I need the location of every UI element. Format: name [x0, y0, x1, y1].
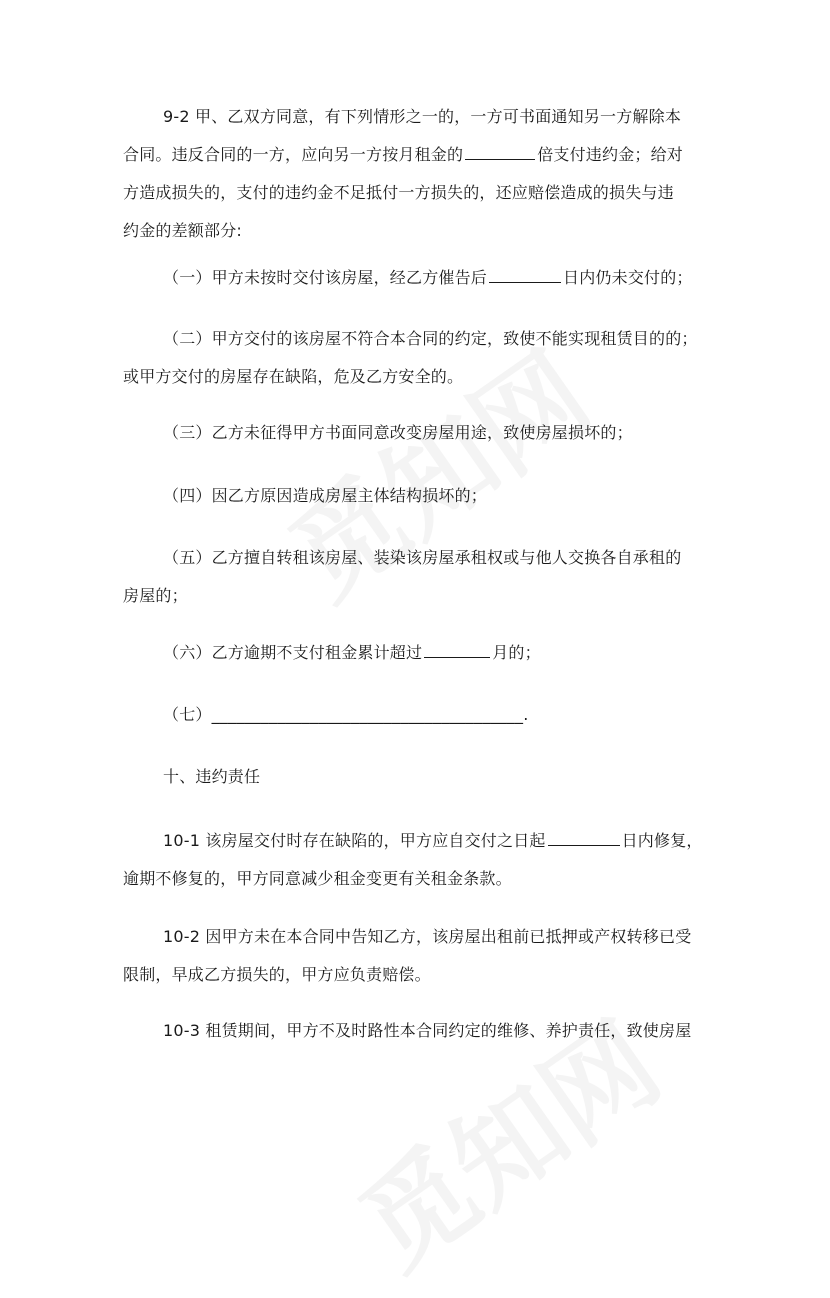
fill-in-blank	[489, 266, 561, 283]
section-heading-10	[123, 758, 713, 796]
text-segment: 日内仍未交付的；	[563, 268, 693, 287]
text-line: 方造成损失的，支付的违约金不足抵付一方损失的，还应赔偿造成的损失与违	[123, 183, 674, 202]
clause-item-4	[123, 477, 713, 515]
text-segment: （六）乙方逾期不支付租金累计超过	[163, 643, 423, 662]
text-line: 约金的差额部分:	[123, 221, 242, 240]
clause-item-2	[123, 320, 713, 396]
text-segment: 合同。违反合同的一方，应向另一方按月租金的	[123, 145, 464, 164]
paragraph-9-2	[123, 98, 713, 250]
fill-in-blank	[424, 641, 490, 658]
clause-item-5	[123, 539, 713, 615]
text-line: 或甲方交付的房屋存在缺陷，危及乙方安全的。	[123, 367, 464, 386]
paragraph-10-1	[123, 822, 713, 898]
clause-item-7	[123, 696, 713, 734]
text-line: （五）乙方擅自转租该房屋、装染该房屋承租权或与他人交换各自承租的	[163, 548, 682, 567]
text-line: 限制，早成乙方损失的，甲方应负责赔偿。	[123, 965, 431, 984]
text-segment: 倍支付违约金；给对	[537, 145, 684, 164]
text-segment: 10-1 该房屋交付时存在缺陷的，甲方应自交付之日起	[163, 831, 546, 850]
clause-item-1	[123, 259, 713, 297]
section-title: 十、违约责任	[163, 767, 261, 786]
paragraph-10-2	[123, 918, 713, 994]
text-segment: 日内修复，	[621, 831, 703, 850]
text-segment: 月的；	[492, 643, 541, 662]
clause-item-3	[123, 414, 713, 452]
text-line: （三）乙方未征得甲方书面同意改变房屋用途，致使房屋损坏的；	[163, 423, 633, 442]
text-line	[123, 822, 713, 860]
text-line: 10-2 因甲方未在本合同中告知乙方，该房屋出租前已抵押或产权转移已受	[163, 927, 692, 946]
text-line	[123, 259, 713, 297]
text-line: 10-3 租赁期间，甲方不及时路性本合同约定的维修、养护责任，致使房屋	[163, 1021, 692, 1040]
text-line: 逾期不修复的，甲方同意减少租金变更有关租金条款。	[123, 869, 512, 888]
text-line	[123, 634, 713, 672]
text-line: 9-2 甲、乙双方同意，有下列情形之一的，一方可书面通知另一方解除本	[163, 107, 682, 126]
paragraph-10-3	[123, 1012, 713, 1050]
text-line: 房屋的；	[123, 586, 188, 605]
clause-item-6	[123, 634, 713, 672]
text-line: （二）甲方交付的该房屋不符合本合同的约定，致使不能实现租赁目的的；	[163, 329, 698, 348]
text-line: （七）______________________________________.	[163, 705, 529, 724]
text-segment: （一）甲方未按时交付该房屋，经乙方催告后	[163, 268, 488, 287]
text-line	[123, 136, 713, 174]
fill-in-blank	[548, 829, 620, 846]
fill-in-blank	[465, 143, 535, 160]
text-line: （四）因乙方原因造成房屋主体结构损坏的；	[163, 486, 488, 505]
